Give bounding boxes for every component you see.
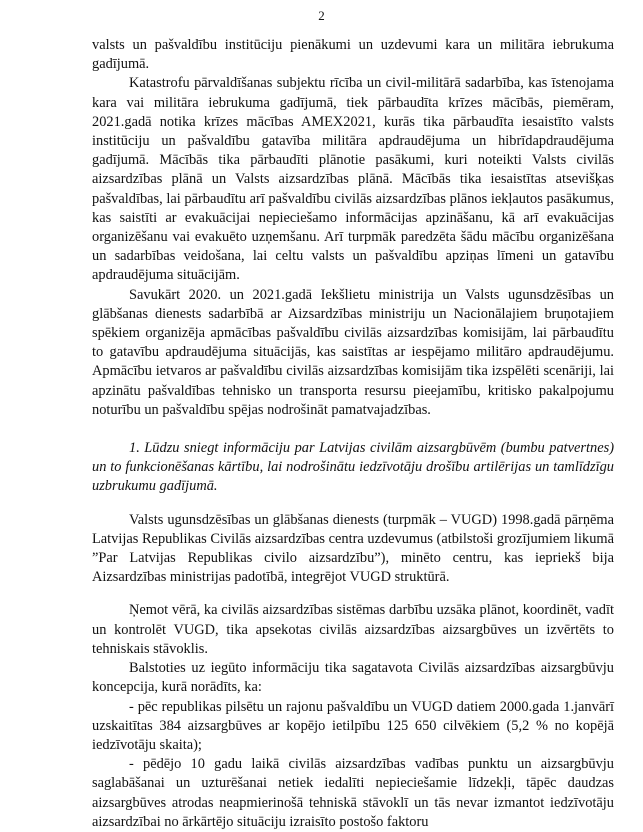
page-number: 2 <box>318 8 325 23</box>
paragraph-4: Valsts ugunsdzēsības un glābšanas dienests (turpmāk – VUGD) 1998.gadā pārņēma Latvijas Republikas Civilās aizsardzības centra uzdevumus (atbilstoši grozījumiem likumā ”Par Latvijas Republikas civilo aizsardzību”), minēto centru, kas iepriekš bija Aizsardzības ministrijas padotībā, integrējot VUGD struktūrā. <box>92 511 614 586</box>
question-heading: 1. Lūdzu sniegt informāciju par Latvijas civilām aizsargbūvēm (bumbu patvertnes) un to funkcionēšanas kārtību, lai nodrošinātu iedzīvotāju drošību artilērijas un tamlīdzīgu uzbrukumu gadījumā. <box>92 440 614 495</box>
paragraph-5: Ņemot vērā, ka civilās aizsardzības sistēmas darbību uzsāka plānot, koordinēt, vadīt un kontrolēt VUGD, tika apsekotas civilās aizsardzības aizsargbūves un izvērtēts to tehniskais stāvoklis. <box>92 602 614 657</box>
list-item-2: - pēdējo 10 gadu laikā civilās aizsardzības vadības punktu un aizsargbūvju saglabāšanai un uzturēšanai netiek iedalīti nepieciešamie līdzekļi, tāpēc daudzas aizsargbūves atrodas neapmierinošā tehniskā stāvoklī un tās nevar izmantot iedzīvotāju aizsardzībai no ārkārtējo situāciju izraisīto postošo faktoru <box>92 756 614 830</box>
list-item-1: - pēc republikas pilsētu un rajonu pašvaldību un VUGD datiem 2000.gada 1.janvārī uzskaitītas 384 aizsargbūves ar kopējo ietilpību 125 650 cilvēkiem (5,2 % no kopējā iedzīvotāju skaita); <box>92 698 614 753</box>
paragraph-2: Katastrofu pārvaldīšanas subjektu rīcība un civil-militārā sadarbība, kas īstenojama kara vai militāra iebrukuma gadījumā, tiek pārbaudīta krīzes mācībās, piemēram, 2021.gadā notika krīzes mācības AMEX2021, kurās tika pārbaudīta iesaistīto valsts institūciju un pašvaldību gatavība militāra apdraudējuma un hibrīdapdraudējuma gadījumā. Mācībās tika pārbaudīti plānotie pasākumi, kuri noteikti Valsts civilās aizsardzības plānā un Valsts aizsardzības plānā. Mācībās tika iesaistītas atsevišķas pašvaldības, lai pārbaudītu arī pašvaldību civilās aizsardzības plānos iekļautos pasākumus, kas saistīti ar evakuācijai nepieciešamo informācijas apzināšanu, kā arī evakuācijas organizēšanu vai evakuēto uzņemšanu. Arī turpmāk paredzēta šādu mācību organizēšana un sadarbības veidošana, lai celtu valsts un pašvaldību apziņas līmeni un gatavību apdraudējuma situācijām. <box>92 75 614 284</box>
paragraph-1: valsts un pašvaldību institūciju pienākumi un uzdevumi kara un militāra iebrukuma gadījumā. <box>92 37 614 73</box>
paragraph-6: Balstoties uz iegūto informāciju tika sagatavota Civilās aizsardzības aizsargbūvju koncepcija, kurā norādīts, ka: <box>92 660 614 696</box>
document-body <box>92 36 614 832</box>
paragraph-3: Savukārt 2020. un 2021.gadā Iekšlietu ministrija un Valsts ugunsdzēsības un glābšanas dienests sadarbībā ar Aizsardzības ministriju un Nacionālajiem bruņotajiem spēkiem organizēja apmācības pašvaldību civilās aizsardzības komisijām, lai pārbaudītu to gatavību apdraudējuma situācijās, kas saistītas ar iespējamo militāro apdraudējumu. Apmācību ietvaros ar pašvaldību civilās aizsardzības komisijām tika izspēlēti scenāriji, lai apzinātu pašvaldības tehnisko un transporta resursu pieejamību, kritisko pakalpojumu noturību un pašvaldību spējas nodrošināt pamatvajadzības. <box>92 286 614 418</box>
